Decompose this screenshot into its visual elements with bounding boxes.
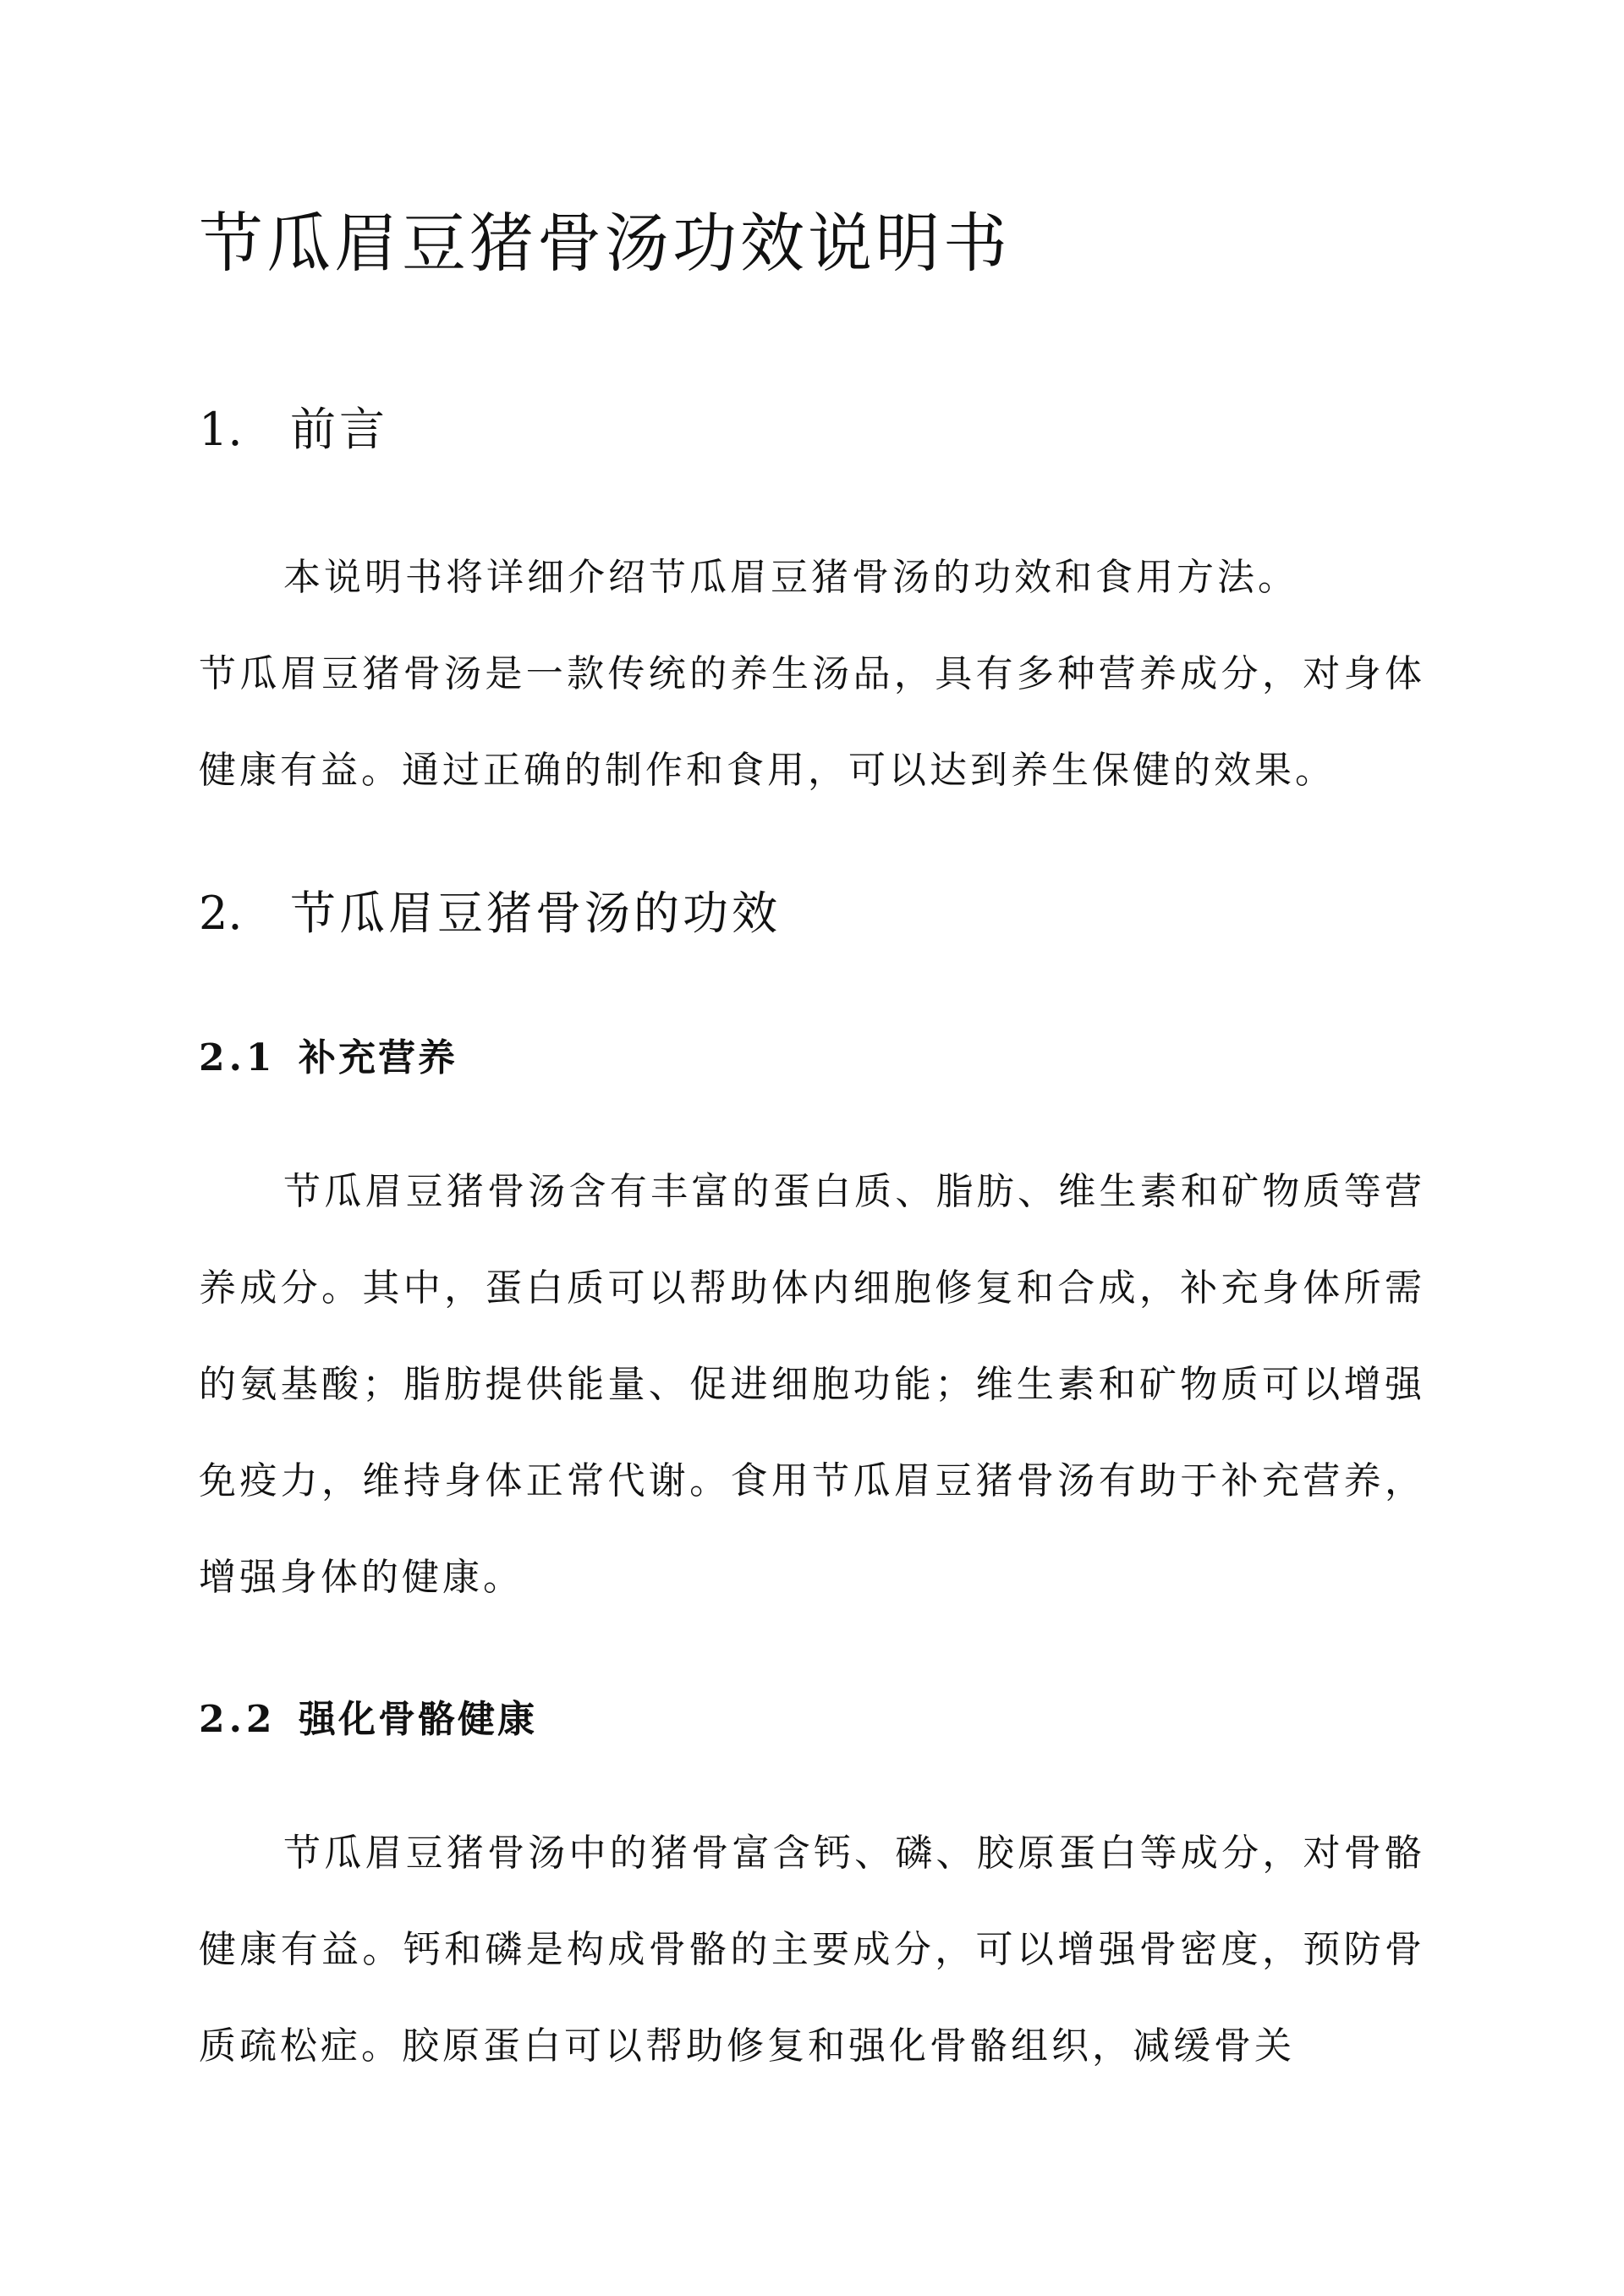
subsection-heading-bone-health [199, 1690, 537, 1749]
section-number: 1. [199, 403, 243, 456]
subsection-heading-text: 强化骨骼健康 [299, 1698, 537, 1741]
preface-paragraph-2: 节瓜眉豆猪骨汤是一款传统的养生汤品，具有多种营养成分，对身体健康有益。通过正确的制作和食用，可以达到养生保健的效果。 [199, 652, 1425, 792]
section-heading-text: 节瓜眉豆猪骨汤的功效 [290, 887, 781, 940]
subsection-number: 2.1 [199, 1036, 277, 1079]
bone-health-paragraph: 节瓜眉豆猪骨汤中的猪骨富含钙、磷、胶原蛋白等成分，对骨骼健康有益。钙和磷是构成骨骼的主要成分，可以增强骨密度，预防骨质疏松症。胶原蛋白可以帮助修复和强化骨骼组织，减缓骨关 [199, 1832, 1425, 2068]
section-heading-text: 前言 [290, 403, 388, 456]
preface-paragraph-1: 本说明书将详细介绍节瓜眉豆猪骨汤的功效和食用方法。 [283, 556, 1298, 599]
subsection-heading-text: 补充营养 [299, 1036, 458, 1079]
subsection-heading-nutrition [199, 1029, 458, 1088]
document-title: 节瓜眉豆猪骨汤功效说明书 [199, 206, 1011, 281]
subsection-number: 2.2 [199, 1698, 277, 1741]
section-heading-benefits [199, 880, 781, 948]
nutrition-paragraph: 节瓜眉豆猪骨汤含有丰富的蛋白质、脂肪、维生素和矿物质等营养成分。其中，蛋白质可以帮助体内细胞修复和合成，补充身体所需的氨基酸；脂肪提供能量、促进细胞功能；维生素和矿物质可以增强免疫力，维持身体正常代谢。食用节瓜眉豆猪骨汤有助于补充营养，增强身体的健康。 [199, 1170, 1425, 1599]
section-number: 2. [199, 887, 243, 940]
section-heading-preface [199, 396, 388, 464]
